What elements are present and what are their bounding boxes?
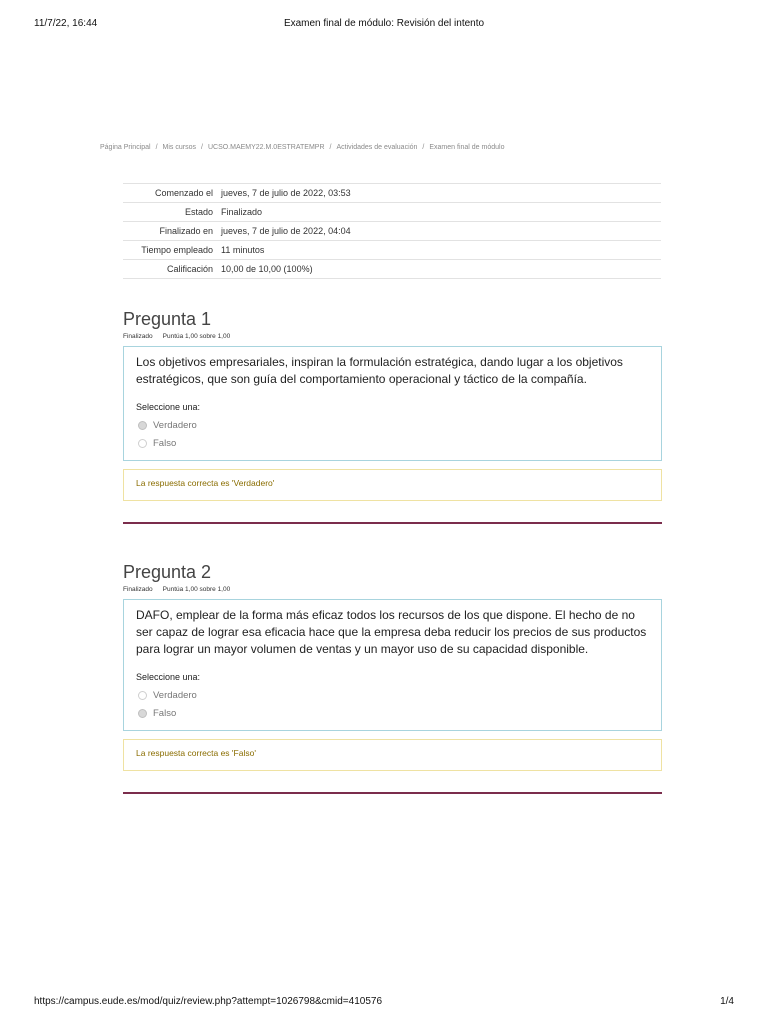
answer-option[interactable] xyxy=(136,686,649,704)
answer-options xyxy=(136,686,649,722)
summary-label: Comenzado el xyxy=(154,188,213,198)
question-text: Los objetivos empresariales, inspiran la formulación estratégica, dando lugar a los objetivos estratégicos, que son guía del comportamiento operacional y táctico de la compañía. xyxy=(136,355,623,386)
option-label: Verdadero xyxy=(153,689,197,701)
question-state: Finalizado xyxy=(123,586,153,593)
question-divider xyxy=(123,522,662,524)
summary-table xyxy=(123,183,661,279)
summary-row xyxy=(123,184,661,203)
summary-label: Estado xyxy=(184,207,213,217)
breadcrumb-link[interactable]: Página Principal xyxy=(100,144,151,151)
answer-prompt: Seleccione una: xyxy=(136,672,201,682)
feedback-box xyxy=(123,739,662,771)
summary-label: Finalizado en xyxy=(159,226,213,236)
summary-row xyxy=(123,203,661,222)
breadcrumb-link[interactable]: Mis cursos xyxy=(162,144,196,151)
summary-label: Calificación xyxy=(166,264,213,274)
question-content xyxy=(123,346,662,461)
summary-value: jueves, 7 de julio de 2022, 04:04 xyxy=(221,226,351,236)
feedback-box xyxy=(123,469,662,501)
breadcrumb-separator: / xyxy=(201,144,203,151)
radio-icon[interactable] xyxy=(138,421,147,430)
page-url: https://campus.eude.es/mod/quiz/review.php?attempt=1026798&cmid=410576 xyxy=(34,996,383,1007)
question-divider xyxy=(123,792,662,794)
questions-list xyxy=(123,307,662,830)
radio-icon[interactable] xyxy=(138,691,147,700)
question-content xyxy=(123,599,662,731)
breadcrumb-link[interactable]: Examen final de módulo xyxy=(429,144,505,151)
breadcrumb-link[interactable]: UCSO.MAEMY22.M.0ESTRATEMPR xyxy=(207,144,325,151)
summary-label: Tiempo empleado xyxy=(141,245,213,255)
radio-icon[interactable] xyxy=(138,439,147,448)
breadcrumb-separator: / xyxy=(155,144,158,151)
summary-row xyxy=(123,222,661,241)
answer-options xyxy=(136,416,649,452)
breadcrumb-separator: / xyxy=(329,144,332,151)
summary-value: Finalizado xyxy=(221,207,263,217)
option-label: Falso xyxy=(153,707,177,719)
question-block xyxy=(123,307,662,524)
question-grade: Puntúa 1,00 sobre 1,00 xyxy=(162,333,231,340)
question-info xyxy=(123,586,662,596)
breadcrumb-link[interactable]: Actividades de evaluación xyxy=(336,144,418,151)
print-date: 11/7/22, 16:44 xyxy=(34,18,98,29)
question-state: Finalizado xyxy=(123,333,153,340)
print-footer xyxy=(34,996,734,1010)
option-label: Verdadero xyxy=(153,419,197,431)
right-answer-text: La respuesta correcta es 'Falso' xyxy=(136,748,256,758)
breadcrumb xyxy=(100,144,504,151)
summary-row xyxy=(123,260,661,279)
right-answer-text: La respuesta correcta es 'Verdadero' xyxy=(136,478,275,488)
question-title: Pregunta 2 xyxy=(123,562,212,582)
print-header xyxy=(34,18,734,32)
summary-value: 11 minutos xyxy=(221,245,265,255)
breadcrumb-separator: / xyxy=(422,144,425,151)
summary-value: 10,00 de 10,00 (100%) xyxy=(221,264,313,274)
answer-option[interactable] xyxy=(136,416,649,434)
page-number: 1/4 xyxy=(720,996,734,1007)
radio-icon[interactable] xyxy=(138,709,147,718)
summary-row xyxy=(123,241,661,260)
option-label: Falso xyxy=(153,437,177,449)
answer-prompt: Seleccione una: xyxy=(136,402,201,412)
answer-option[interactable] xyxy=(136,434,649,452)
question-grade: Puntúa 1,00 sobre 1,00 xyxy=(162,586,231,593)
summary-value: jueves, 7 de julio de 2022, 03:53 xyxy=(221,188,351,198)
question-text: DAFO, emplear de la forma más eficaz todos los recursos de los que dispone. El hecho de no ser capaz de lograr esa eficacia hace que la empresa deba reducir los precios de sus productos para lograr un mayor volumen de ventas y un mayor uso de su capacidad disponible. xyxy=(136,608,647,656)
question-info xyxy=(123,333,662,343)
print-title: Examen final de módulo: Revisión del intento xyxy=(283,18,485,29)
answer-option[interactable] xyxy=(136,704,649,722)
question-block xyxy=(123,560,662,794)
question-title: Pregunta 1 xyxy=(123,309,212,329)
